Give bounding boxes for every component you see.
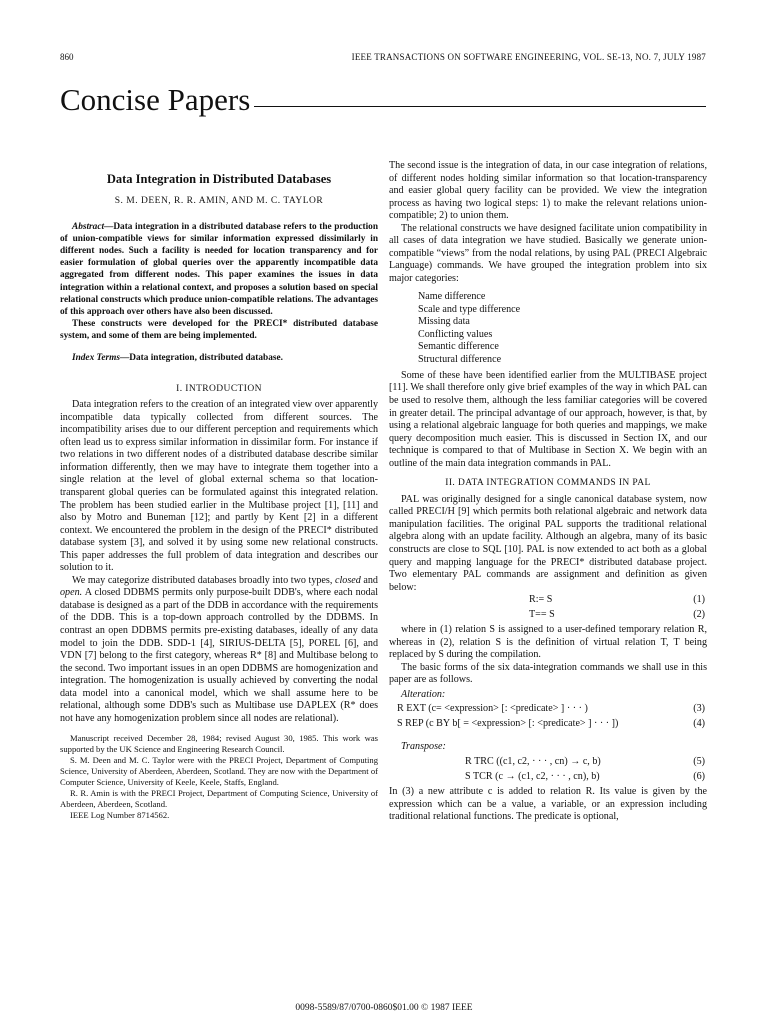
equation-3 xyxy=(389,703,707,718)
index-terms-label: Index Terms xyxy=(72,353,120,364)
intro-heading: I. INTRODUCTION xyxy=(176,383,262,394)
equation-4 xyxy=(389,718,707,733)
equation-5 xyxy=(389,756,707,771)
running-header xyxy=(60,52,706,66)
equation-1-body: R:= S xyxy=(529,594,553,606)
equation-4-number: (4) xyxy=(693,718,705,730)
abstract-second: These constructs were developed for the PRECI* distributed database system, and some of them are being implemented. xyxy=(60,318,378,341)
abstract xyxy=(60,221,378,318)
paper-title: Data Integration in Distributed Databases xyxy=(106,172,332,186)
intro-paragraph-1: Data integration refers to the creation of an integrated view over apparently incompatible data typically collected from different sources. The incompatibility arises due to our different perception and requirements which often lead us to express similar information in dissimilar form. For instance if two relations in two different nodes of a distributed database describe similar information differently, then we may have to integrate them together into a single relation at the level of global external schema so that location-transparent global queries can be formulated against this integrated relation. The problem has been studied earlier in the Multibase project [1], [11] and also by Motro and Buneman [12]; and partly by Kent [2] in a different context. We encountered the problem in the design of the PRECI* distributed database system [3], and solved it by using some new relational constructs. This paper addresses the full problem of data integration and describes our solution to it. xyxy=(60,399,378,574)
category-item: Scale and type difference xyxy=(418,303,521,315)
intro-p2-and: and xyxy=(363,574,378,586)
category-item: Name difference xyxy=(418,291,486,303)
right-paragraph-1: The second issue is the integration of data, in our case integration of relations, of different nodes holding similar information so that location-transparency and easier global query facility can be provided. We view the integration process as having two logical steps: 1) to make the relevant relations union-compatible; 2) to union them. xyxy=(389,160,707,222)
equation-3-number: (3) xyxy=(693,703,705,715)
equation-5-number: (5) xyxy=(693,756,705,768)
term-open: open. xyxy=(60,587,83,599)
copyright-footer: 0098-5589/87/0700-0860$01.00 © 1987 IEEE xyxy=(295,1003,473,1013)
left-column xyxy=(60,160,378,821)
transpose-label: Transpose: xyxy=(401,741,446,753)
equation-6-body: S TCR (c → (c1, c2, · · · , cn), b) xyxy=(465,771,600,783)
equation-6-number: (6) xyxy=(693,771,705,783)
index-terms-text: —Data integration, distributed database. xyxy=(119,353,283,364)
abstract-text: —Data integration in a distributed database refers to the production of union-compatible views for similar information expressed dissimilarly in different nodes. Such a facility is needed for location transparency and for easier formulation of global queries over the apparently incompatible data aggregated from different nodes. This paper examines the issues in data integration within a relational context, and proposes a solution based on special relational constructs which produce union-compatible relations. The advantages of this approach over others have also been discussed. xyxy=(60,222,378,317)
right-paragraph-5: where in (1) relation S is assigned to a user-defined temporary relation R, whereas in (2), relation S is the definition of virtual relation T, T being replaced by S during the compilation. xyxy=(389,624,707,661)
equation-2 xyxy=(389,609,707,624)
footnote-log-number: IEEE Log Number 8714562. xyxy=(70,810,170,821)
equation-6 xyxy=(389,771,707,786)
equation-4-body: S REP (c BY b[ = <expression> [: <predicate> ] · · · ]) xyxy=(397,718,619,730)
title-rule xyxy=(230,106,706,107)
equation-1-number: (1) xyxy=(693,594,705,606)
equation-3-body: R EXT (c= <expression> [: <predicate> ] · · · ) xyxy=(397,703,588,715)
right-paragraph-3: Some of these have been identified earlier from the MULTIBASE project [11]. We shall therefore only give brief examples of the way in which PAL can be used to resolve them, although the less familiar categories will be covered in greater detail. The principal advantage of our approach, however, is that, by using a relational algebraic language for both queries and mappings, we make query decomposition much easier. This is discussed in Section IX, and our technique is compared to that of Multibase in Section X. We begin with an outline of the main data integration commands in PAL. xyxy=(389,369,707,469)
category-list xyxy=(418,291,707,365)
intro-paragraph-2 xyxy=(60,575,378,726)
equation-2-body: T== S xyxy=(529,609,555,621)
index-terms xyxy=(60,352,378,365)
equation-5-body: R TRC ((c1, c2, · · · , cn) → c, b) xyxy=(465,756,601,768)
section-2-heading: II. DATA INTEGRATION COMMANDS IN PAL xyxy=(445,478,651,489)
journal-header: IEEE TRANSACTIONS ON SOFTWARE ENGINEERING, VOL. SE-13, NO. 7, JULY 1987 xyxy=(351,52,706,62)
section-title xyxy=(60,82,706,122)
right-paragraph-7: In (3) a new attribute c is added to relation R. Its value is given by the expression which can be a value, a variable, or an expression including traditional relational functions. The predicate is optional, xyxy=(389,786,707,823)
term-closed: closed xyxy=(334,574,361,586)
abstract-label: Abstract xyxy=(72,222,105,233)
right-column xyxy=(389,160,707,824)
right-paragraph-6: The basic forms of the six data-integration commands we shall use in this paper are as follows. xyxy=(389,661,707,686)
category-item: Semantic difference xyxy=(418,341,499,353)
footnotes xyxy=(60,733,378,821)
intro-p2-b: A closed DDBMS permits only purpose-built DDB's, where each nodal database is designed as a part of the DDB in accordance with the requirements of the DDB. This is a top-down approach controlled by the DDBMS. In contrast an open DDBMS permits pre-existing databases, ideally of any data model to join the DDB. SDD-1 [4], SIRIUS-DELTA [5], POREL [6], and VDN [7] belong to the first category, whereas R* [8] and Multibase belong to the second. Two important issues in an open DDBMS are homogenization and integration. The homogenization is usually achieved by converting the nodal data model into a canonical model, which we shall assume here to be relational, although some DDB's such as Multibase use DAPLEX (R* does not have any homogenization problem since all nodes are relational). xyxy=(60,587,379,724)
footnote-manuscript: Manuscript received December 28, 1984; revised August 30, 1985. This work was supported by the UK Science and Engineering Research Council. xyxy=(60,733,378,755)
category-item: Structural difference xyxy=(418,353,502,365)
footnote-authors-2: R. R. Amin is with the PRECI Project, Department of Computing Science, University of Aberdeen, Aberdeen, Scotland. xyxy=(60,788,378,810)
alteration-label: Alteration: xyxy=(401,688,446,700)
intro-p2-a: We may categorize distributed databases broadly into two types, xyxy=(72,574,333,586)
equation-1 xyxy=(389,594,707,609)
category-item: Conflicting values xyxy=(418,328,493,340)
page-number: 860 xyxy=(60,52,74,62)
category-item: Missing data xyxy=(418,316,470,328)
equation-2-number: (2) xyxy=(693,609,705,621)
footnote-authors-1: S. M. Deen and M. C. Taylor were with the PRECI Project, Department of Computing Science, University of Aberdeen, Aberdeen, Scotland. They are now with the Department of Computer Science, University of Keele, Keele, Staffs, England. xyxy=(60,755,378,788)
right-paragraph-4: PAL was originally designed for a single canonical database system, now called PRECI/H [9] which permits both relational algebraic and network data manipulation facilities. The original PAL supports the traditional relational algebra along with an update facility. Although an algebra, many of its basic constructs are close to SQL [10]. PAL is now extended to act both as a global query and mapping language for the PRECI* distributed database project. Two elementary PAL commands are assignment and definition as given below: xyxy=(389,493,707,593)
right-paragraph-2: The relational constructs we have designed facilitate union compatibility in all cases of data integration we have studied. Basically we generate union-compatible “views” from the nodal relations, by using PAL (PRECI Algebraic Language) commands. We have grouped the integration problem into six major categories: xyxy=(389,222,707,284)
paper-authors: S. M. DEEN, R. R. AMIN, AND M. C. TAYLOR xyxy=(114,195,324,206)
section-title-text: Concise Papers xyxy=(60,82,254,117)
